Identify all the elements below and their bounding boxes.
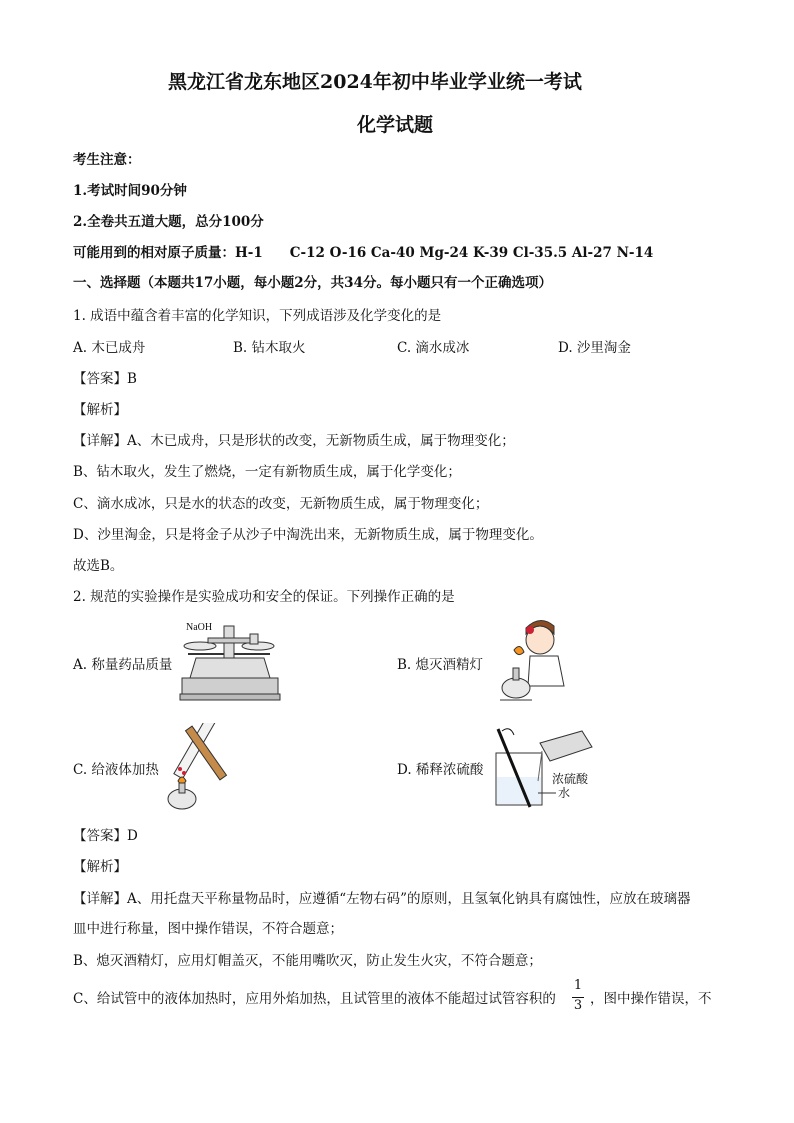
- q2-analysis: 【解析】: [73, 859, 127, 875]
- q1-detail-line: B、钻木取火，发生了燃烧，一定有新物质生成，属于化学变化；: [73, 464, 461, 480]
- naoh-label: NaOH: [186, 622, 213, 633]
- q1-option-a: A. 木已成舟: [73, 340, 146, 356]
- notice-item-1: 1.考试时间90分钟: [73, 183, 187, 199]
- q2-option-b: B. 熄灭酒精灯: [397, 657, 484, 673]
- fraction-denominator: 3: [573, 998, 583, 1013]
- atomic-mass-line: 可能用到的相对原子质量：H-1 C-12 O-16 Ca-40 Mg-24 K-39 Cl-35.5 Al-27 N-14: [73, 245, 654, 261]
- q1-detail-line: C、滴水成冰，只是水的状态的改变，无新物质生成，属于物理变化；: [73, 496, 489, 512]
- balance-figure: [178, 618, 282, 702]
- acid-label: 浓硫酸: [552, 772, 589, 786]
- dilute-acid-figure: [488, 725, 598, 811]
- q1-analysis: 【解析】: [73, 402, 127, 418]
- q1-detail-line: 【详解】A、木已成舟，只是形状的改变，无新物质生成，属于物理变化；: [73, 433, 515, 449]
- q2-detail-line: ，图中操作错误，不: [590, 991, 712, 1007]
- q2-option-c: C. 给液体加热: [73, 762, 159, 778]
- q2-detail-line: 【详解】A、用托盘天平称量物品时，应遵循“左物右码”的原则，且氢氧化钠具有腐蚀性，应放在玻璃器: [73, 891, 691, 907]
- exam-title: 黑龙江省龙东地区2024年初中毕业学业统一考试: [168, 71, 582, 93]
- q2-option-a: A. 称量药品质量: [73, 657, 173, 673]
- section-heading: 一、选择题（本题共17小题，每小题2分，共34分。每小题只有一个正确选项）: [73, 275, 552, 291]
- notice-item-2: 2.全卷共五道大题，总分100分: [73, 214, 264, 230]
- heat-liquid-figure: [162, 723, 244, 815]
- q1-detail-line: D、沙里淘金，只是将金子从沙子中淘洗出来，无新物质生成，属于物理变化。: [73, 527, 543, 543]
- question-2-stem: 2. 规范的实验操作是实验成功和安全的保证。下列操作正确的是: [73, 589, 455, 605]
- q1-option-c: C. 滴水成冰: [397, 340, 470, 356]
- q1-option-d: D. 沙里淘金: [558, 340, 631, 356]
- fraction-numerator: 1: [573, 978, 583, 993]
- q2-answer: 【答案】D: [73, 828, 138, 844]
- extinguish-lamp-figure: [486, 616, 568, 712]
- q1-option-b: B. 钻木取火: [233, 340, 306, 356]
- q2-detail-line: B、熄灭酒精灯，应用灯帽盖灭，不能用嘴吹灭，防止发生火灾，不符合题意；: [73, 953, 542, 969]
- q1-detail-line: 故选B。: [73, 558, 124, 574]
- q2-option-d: D. 稀释浓硫酸: [397, 762, 484, 778]
- exam-subtitle: 化学试题: [357, 114, 434, 136]
- q1-answer: 【答案】B: [73, 371, 137, 387]
- question-1-stem: 1. 成语中蕴含着丰富的化学知识，下列成语涉及化学变化的是: [73, 308, 442, 324]
- q2-detail-line: 皿中进行称量，图中操作错误，不符合题意；: [73, 921, 343, 937]
- q2-detail-line: C、给试管中的液体加热时，应用外焰加热，且试管里的液体不能超过试管容积的: [73, 991, 556, 1007]
- notice-heading: 考生注意：: [73, 152, 141, 168]
- water-label: 水: [558, 786, 571, 800]
